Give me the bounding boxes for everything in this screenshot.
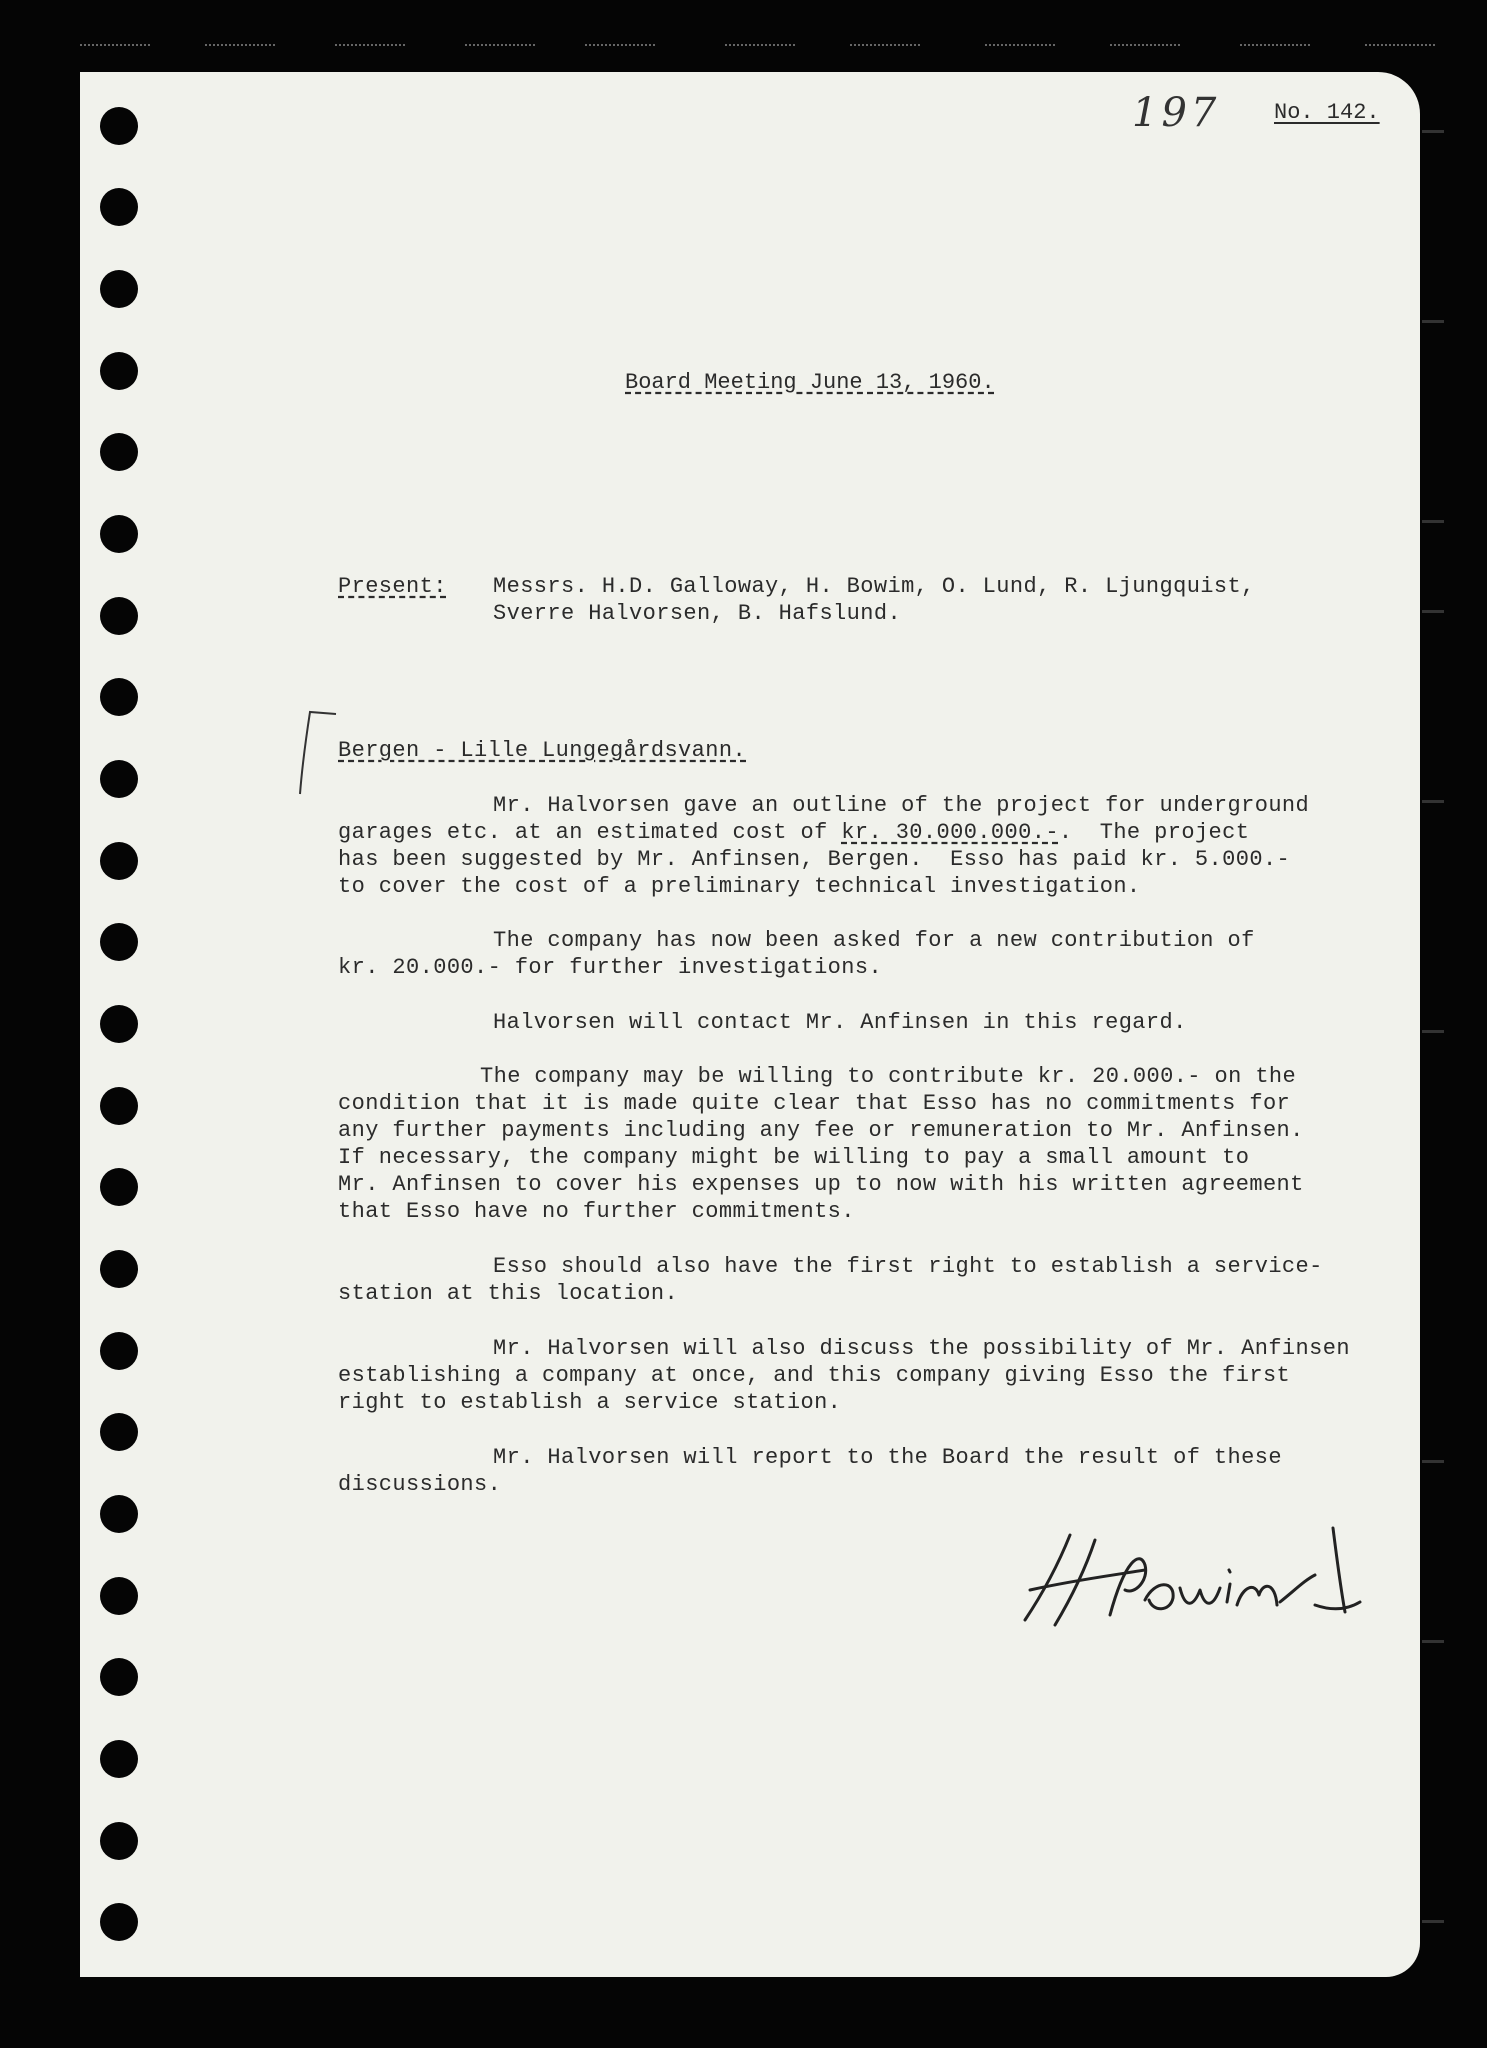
paragraph-line: that Esso have no further commitments. (338, 1199, 855, 1224)
binder-hole (100, 1005, 138, 1043)
paragraph-line (338, 819, 1249, 846)
binder-hole (100, 597, 138, 635)
binder-hole (100, 352, 138, 390)
page-number: No. 142. (1274, 100, 1380, 125)
binder-hole (100, 842, 138, 880)
binder-hole (100, 1332, 138, 1370)
paragraph-line: Mr. Halvorsen will report to the Board the result of these (493, 1445, 1282, 1470)
edge-mark (1422, 610, 1444, 613)
binder-hole (100, 270, 138, 308)
binder-hole (100, 1087, 138, 1125)
cost-amount: kr. 30.000.000.- (841, 820, 1059, 845)
binder-hole (100, 1168, 138, 1206)
present-line: Messrs. H.D. Galloway, H. Bowim, O. Lund, R. Ljungquist, (493, 574, 1255, 599)
handwritten-signature (1015, 1520, 1375, 1650)
present-label: Present: (338, 574, 447, 599)
paragraph-line: Mr. Halvorsen will also discuss the possibility of Mr. Anfinsen (493, 1336, 1350, 1361)
binder-hole (100, 760, 138, 798)
paragraph-line: If necessary, the company might be willing to pay a small amount to (338, 1145, 1250, 1170)
paragraph-line: condition that it is made quite clear that Esso has no commitments for (338, 1091, 1291, 1116)
binder-hole (100, 1250, 138, 1288)
edge-mark (1422, 1920, 1444, 1923)
binder-hole (100, 1495, 138, 1533)
paragraph-line: to cover the cost of a preliminary technical investigation. (338, 874, 1141, 899)
paragraph-line: Mr. Halvorsen gave an outline of the project for underground (493, 793, 1310, 818)
document-title: Board Meeting June 13, 1960. (625, 370, 995, 395)
binder-hole (100, 923, 138, 961)
binder-hole (100, 433, 138, 471)
paragraph-line: right to establish a service station. (338, 1390, 842, 1415)
binder-hole (100, 515, 138, 553)
paragraph-line: station at this location. (338, 1281, 679, 1306)
paragraph-line: kr. 20.000.- for further investigations. (338, 955, 883, 980)
paragraph-line: The company may be willing to contribute kr. 20.000.- on the (480, 1064, 1297, 1089)
paragraph-line: any further payments including any fee or remuneration to Mr. Anfinsen. (338, 1118, 1304, 1143)
present-line: Sverre Halvorsen, B. Hafslund. (493, 601, 902, 626)
handwritten-folio-number: 197 (1132, 90, 1221, 136)
paragraph-line: has been suggested by Mr. Anfinsen, Bergen. Esso has paid kr. 5.000.- (338, 847, 1291, 872)
binder-hole (100, 1822, 138, 1860)
paragraph-text: garages etc. at an estimated cost of (338, 820, 842, 845)
paragraph-line: Mr. Anfinsen to cover his expenses up to now with his written agreement (338, 1172, 1304, 1197)
edge-mark (1422, 1640, 1444, 1643)
edge-mark (1422, 130, 1444, 133)
binder-hole (100, 188, 138, 226)
section-heading: Bergen - Lille Lungegårdsvann. (338, 738, 747, 763)
binder-hole (100, 1658, 138, 1696)
binder-hole (100, 1740, 138, 1778)
paragraph-line: Esso should also have the first right to establish a service- (493, 1254, 1323, 1279)
edge-mark (1422, 320, 1444, 323)
edge-mark (1422, 520, 1444, 523)
paragraph-text: . The project (1058, 820, 1250, 845)
paragraph-line: discussions. (338, 1472, 502, 1497)
edge-mark (1422, 1460, 1444, 1463)
binder-hole (100, 1577, 138, 1615)
top-edge-marks (80, 44, 1460, 54)
paragraph-line: establishing a company at once, and this company giving Esso the first (338, 1363, 1291, 1388)
paragraph-line: Halvorsen will contact Mr. Anfinsen in this regard. (493, 1010, 1187, 1035)
binder-hole (100, 1903, 138, 1941)
binder-hole (100, 678, 138, 716)
edge-mark (1422, 800, 1444, 803)
binder-hole (100, 1413, 138, 1451)
paragraph-line: The company has now been asked for a new contribution of (493, 928, 1255, 953)
edge-mark (1422, 1030, 1444, 1033)
binder-hole (100, 107, 138, 145)
